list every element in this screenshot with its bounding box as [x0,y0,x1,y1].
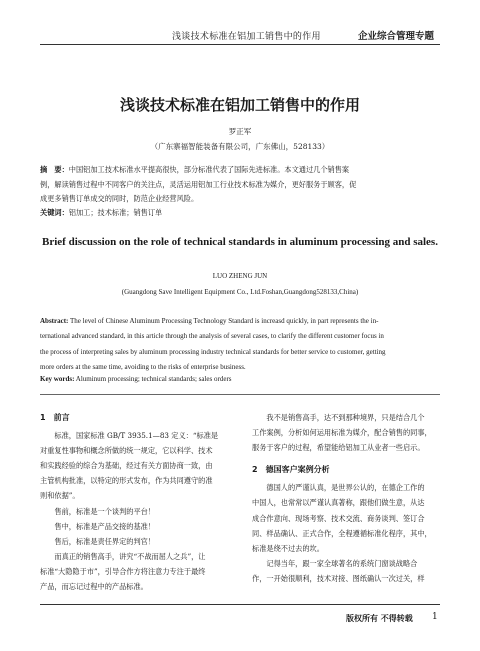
body-line: 服务于客户的过程，希望能给铝加工从业者一些启示。 [252,443,425,453]
body-line: 我不是销售高手，达不到那种境界，只是结合几个 [266,413,425,422]
body-line: 德国人的严谨认真，是世界公认的，在德企工作的 [266,483,425,493]
section-divider [40,394,440,395]
body-line: 售后，标准是责任界定的判官！ [54,536,156,546]
keywords-cn-label: 关键词： [40,208,69,217]
body-line: 对重复性事物和概念所做的统一规定，它以科学、技术 [40,446,213,456]
body-column-right [252,410,448,586]
body-line: 工作案例，分析如何运用标准为媒介，配合销售的同事， [252,428,432,438]
affiliation-cn: （广东寨福智能装备有限公司，广东佛山，528133） [150,142,330,151]
body-line: 售前，标准是一个谈判的平台！ [54,506,156,516]
body-column-left [40,410,236,594]
body-line: 记得当年，跟一家全球著名的系统门窗谈战略合 [266,558,418,568]
body-line: 和实践经验的综合为基础，经过有关方面协商一致，由 [40,461,213,471]
footer-rule [40,604,440,605]
copyright-notice: 版权所有 不得转载 [346,613,413,623]
body-line: 标准“大隐隐于市”，引导合作方将注意力专注于最终 [40,566,206,576]
section-heading-2: 2 德国客户案例分析 [252,465,330,475]
body-line: 标准，国家标准 GB/T 3935.1—83 定义：“标准是 [54,431,219,441]
journal-column-name: 企业综合管理专题 [358,31,435,42]
author-cn: 罗正军 [228,127,252,136]
body-line: 同、样品确认、正式合作，全程遵循标准化程序，其中， [252,528,432,538]
body-line: 则和依据”。 [40,491,80,501]
abstract-cn-line: 例，解读销售过程中不同客户的关注点，灵活运用铝加工行业技术标准为媒介，更好服务于顾客，促 [40,179,357,189]
abstract-en-line: Abstract: The level of Chinese Aluminum Processing Technology Standard is increasd quickly, in part represents the in- [40,317,379,325]
body-line: 而真正的销售高手，讲究“不战而屈人之兵”，让 [54,551,206,561]
page-number: 1 [432,612,438,622]
running-title: 浅谈技术标准在铝加工销售中的作用 [172,32,321,42]
abstract-en-line: the process of interpreting sales by aluminum processing industry technical standards for better service to customer, getting [40,347,386,356]
keywords-en-label: Key words: [40,375,75,383]
body-line: 售中，标准是产品交接的基准！ [54,521,156,531]
abstract-en [40,314,440,375]
body-line: 标准是绕不过去的坎。 [252,543,324,553]
abstract-cn [40,163,440,207]
abstract-en-line: ternational advanced standard, in this article through the analysis of several cases, to clarify the different customer focus in [40,332,384,341]
abstract-en-line: more orders at the same time, avoiding to the risks of enterprise business. [40,362,246,371]
keywords-en: Key words: Aluminum processing; technical standards; sales orders [40,375,232,383]
abstract-cn-line: 成更多销售订单成交的同时，防范企业经营风险。 [40,194,199,203]
body-line: 产品，而忘记过程中的产品标准。 [40,582,148,592]
body-line: 主管机构批准，以特定的形式发布，作为共同遵守的准 [40,476,213,486]
affiliation-en: (Guangdong Save Intelligent Equipment Co., Ltd.Foshan,Guangdong528133,China) [121,288,359,296]
abstract-en-label: Abstract: [40,317,69,325]
abstract-cn-label: 摘 要： [40,165,69,174]
abstract-cn-line: 摘 要：中国铝加工技术标准水平提高很快，部分标准代表了国际先进标准。本文通过几个销售案 [40,165,350,174]
paper-title-en: Brief discussion on the role of technical standards in aluminum processing and sales. [42,236,438,248]
paper-title-cn: 浅谈技术标准在铝加工销售中的作用 [119,96,360,114]
header-rule [40,44,440,45]
body-line: 中国人，也常常以严谨认真著称，跟他们做生意，从达 [252,498,425,508]
body-line: 成合作意向、现场考察、技术交流、商务谈判、签订合 [252,513,425,523]
author-en: LUO ZHENG JUN [212,272,268,280]
keywords-cn: 关键词：铝加工；技术标准；销售订单 [40,208,163,217]
section-heading-1: 1 前言 [40,413,70,422]
body-line: 作，一开始很顺利，技术对接、图纸确认一次过关，样 [252,573,425,583]
